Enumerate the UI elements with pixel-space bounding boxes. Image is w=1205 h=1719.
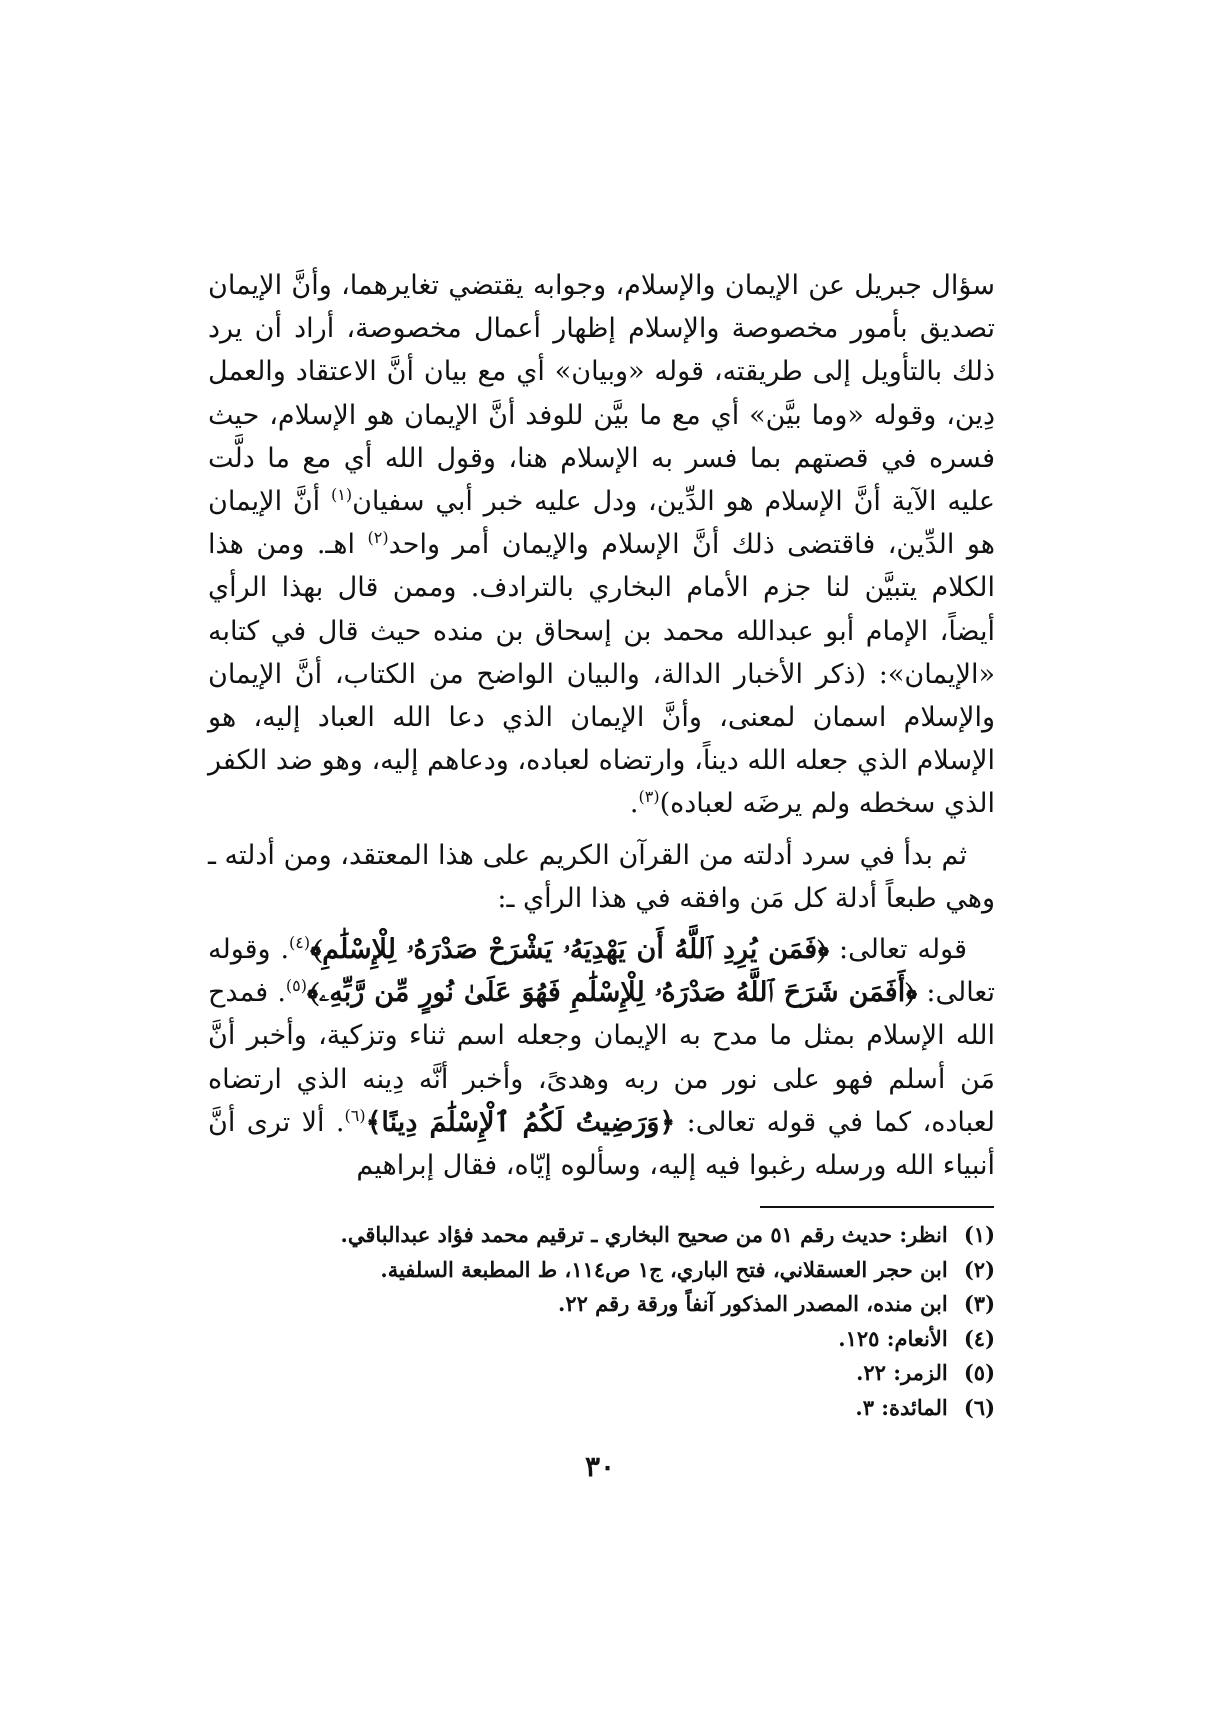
footnote-ref: (٢) [367,528,389,548]
footnote-ref: (٥) [285,976,308,996]
footnote-text: الأنعام: ١٢٥. [838,1325,948,1351]
page-number: ٣٠ [584,1450,616,1483]
footnote [260,1391,995,1426]
text-segment: . فمدح الله الإسلام بمثل ما مدح به الإيمان وجعله اسم ثناء وتزكية، وأخبر أنَّ مَن أسلم فهو على نور من ربه وهدىً، وأخبر أنَّه دِينه الذي ارتضاه لعباده، كما في قوله تعالى: [208,977,995,1138]
footnote-number: (٢) [963,1256,995,1282]
footnote-separator [760,1206,994,1208]
text-segment: سؤال جبريل عن الإيمان والإسلام، وجوابه يقتضي تغايرهما، وأنَّ الإيمان تصديق بأمور مخصوصة والإسلام إظهار أعمال مخصوصة، أراد أن يرد ذلك بالتأويل إلى طريقته، قوله «وبيان» أي مع بيان أنَّ الاعتقاد والعمل دِين، وقوله «وما بيَّن» أي مع ما بيَّن للوفد أنَّ الإيمان هو الإسلام، حيث فسره في قصتهم بما فسر به الإسلام هنا، وقول الله أي مع ما دلَّت عليه الآية أنَّ الإسلام هو الدِّين، ودل عليه خبر أبي سفيان [208,270,996,518]
footnote-number: (٦) [963,1394,995,1420]
text-segment: . ألا ترى أنَّ أنبياء الله ورسله رغبوا فيه إليه، وسألوه إيّاه، فقال إبراهيم [208,1106,995,1182]
footnote-text: ابن منده، المصدر المذكور آنفاً ورقة رقم ٢٢. [558,1291,948,1316]
paragraph [208,264,995,826]
quran-verse: ﴿أَفَمَن شَرَحَ ٱللَّهُ صَدْرَهُۥ لِلْإِسْلَٰمِ فَهُوَ عَلَىٰ نُورٍ مِّن رَّبِّهِۦ﴾ [307,977,918,1009]
footnote-text: انظر: حديث رقم ٥١ من صحيح البخاري ـ ترقيم محمد فؤاد عبدالباقي. [340,1222,948,1247]
text-segment: . [629,788,639,820]
footnote-number: (١) [963,1222,995,1247]
footnote [260,1253,995,1288]
footnote-ref: (٣) [638,787,660,807]
footnotes [260,1218,995,1425]
footnote [260,1322,995,1357]
text-segment: قوله تعالى: [829,934,967,966]
text-segment: . وقوله تعالى: [208,934,995,1009]
text-segment: ثم بدأ في سرد أدلته من القرآن الكريم على هذا المعتقد، ومن أدلته ـ وهي طبعاً أدلة كل مَن وافقه في هذا الرأي ـ: [208,839,995,914]
text-segment: أنَّ الإيمان هو الدِّين، فاقتضى ذلك أنَّ الإسلام والإيمان أمر واحد [208,486,996,561]
footnote-number: (٣) [963,1291,995,1316]
footnote-number: (٤) [963,1325,995,1351]
paragraph [208,928,995,1187]
footnote [260,1287,995,1322]
footnote-ref: (٦) [344,1105,366,1125]
quran-verse: ﴿فَمَن يُرِدِ ٱللَّهُ أَن يَهْدِيَهُۥ يَشْرَحْ صَدْرَهُۥ لِلْإِسْلَٰمِ﴾ [310,934,830,966]
text-segment: اهـ. ومن هذا الكلام يتبيَّن لنا جزم الأمام البخاري بالترادف. وممن قال بهذا الرأي أيضاً، الإمام أبو عبدالله محمد بن إسحاق بن منده حيث قال في كتابه «الإيمان»: (ذكر الأخبار الدالة، والبيان الواضح من الكتاب، أنَّ الإيمان والإسلام اسمان لمعنى، وأنَّ الإيمان الذي دعا الله العباد إليه، هو الإسلام الذي جعله الله ديناً، وارتضاه لعباده، ودعاهم إليه، وهو ضد الكفر الذي سخطه ولم يرضَه لعباده) [208,529,995,820]
quran-verse: ﴿وَرَضِيتُ لَكُمُ ٱلْإِسْلَٰمَ دِينًا﴾ [365,1106,676,1138]
footnote-text: الزمر: ٢٢. [856,1360,948,1385]
footnote-text: المائدة: ٣. [855,1394,948,1420]
footnote-ref: (١) [330,485,353,505]
footnote-text: ابن حجر العسقلاني، فتح الباري، ج١ ص١١٤، ط المطبعة السلفية. [380,1256,948,1282]
footnote-number: (٥) [963,1360,995,1385]
footnote [260,1356,995,1391]
paragraph [208,834,995,920]
footnote-ref: (٤) [289,933,311,953]
footnote [260,1218,995,1253]
body-text [208,264,995,1187]
